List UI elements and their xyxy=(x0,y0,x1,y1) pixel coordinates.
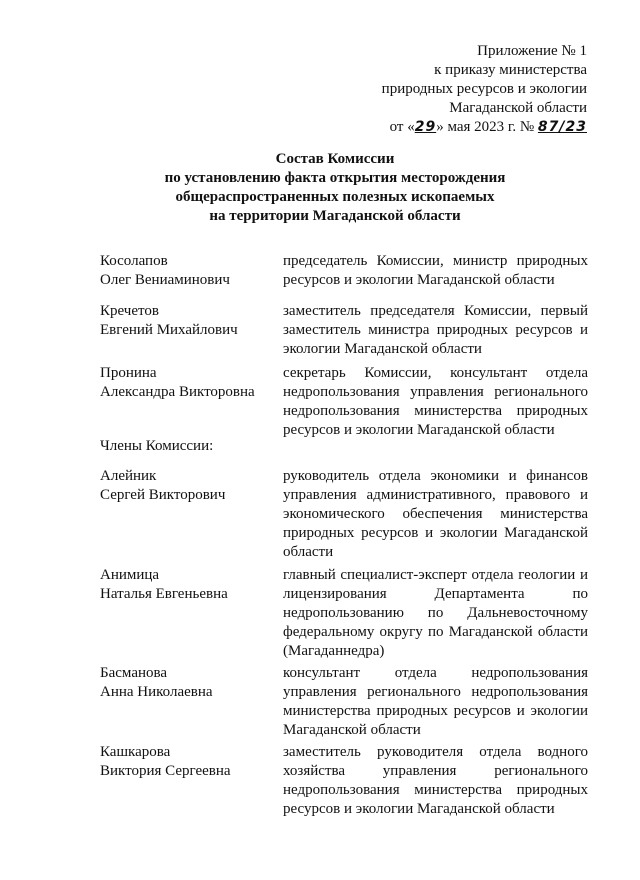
member-role: консультант отдела недропользования управления регионального недропользования министерства природных ресурсов и экологии Магаданской области xyxy=(283,665,588,738)
date-prefix: от « xyxy=(389,119,415,135)
member-given-name: Евгений Михайлович xyxy=(100,322,238,338)
appendix-region: Магаданской области xyxy=(449,100,587,116)
member-role: руководитель отдела экономики и финансов управления административного, правового и экономического обеспечения министерства природных ресурсов и экологии Магаданской области xyxy=(283,468,588,560)
member-given-name: Александра Викторовна xyxy=(100,384,255,400)
member-given-name: Виктория Сергеевна xyxy=(100,763,231,779)
member-name xyxy=(100,252,275,290)
appendix-ministry: природных ресурсов и экологии xyxy=(381,81,587,97)
document-title xyxy=(120,150,550,226)
member-name xyxy=(100,467,275,505)
title-line-4: на территории Магаданской области xyxy=(209,208,461,224)
member-name xyxy=(100,743,275,781)
order-number-handwritten: 87/23 xyxy=(537,119,587,135)
member-role: главный специалист-эксперт отдела геологии и лицензирования Департамента по недропользованию по Дальневосточному федеральному округу по Магаданской области (Магаданнедра) xyxy=(283,567,588,659)
title-line-1: Состав Комиссии xyxy=(275,151,395,167)
members-section-label: Члены Комиссии: xyxy=(100,438,214,454)
member-role: заместитель руководителя отдела водного хозяйства управления регионального недропользования министерства природных ресурсов и экологии Магаданской области xyxy=(283,744,588,817)
member-surname: Анимица xyxy=(100,567,160,583)
member-name xyxy=(100,302,275,340)
member-surname: Алейник xyxy=(100,468,157,484)
member-given-name: Олег Вениаминович xyxy=(100,272,230,288)
member-surname: Косолапов xyxy=(100,253,168,269)
member-given-name: Анна Николаевна xyxy=(100,684,213,700)
member-name xyxy=(100,566,275,604)
member-name xyxy=(100,664,275,702)
title-line-3: общераспространенных полезных ископаемых xyxy=(175,189,495,205)
date-day-handwritten: 29 xyxy=(414,119,437,135)
appendix-order-ref: к приказу министерства xyxy=(434,62,587,78)
member-surname: Кречетов xyxy=(100,303,159,319)
member-role: заместитель председателя Комиссии, первый заместитель министра природных ресурсов и экологии Магаданской области xyxy=(283,303,588,357)
member-role: председатель Комиссии, министр природных ресурсов и экологии Магаданской области xyxy=(283,253,588,288)
date-middle: » мая 2023 г. № xyxy=(436,119,535,135)
member-surname: Пронина xyxy=(100,365,157,381)
appendix-header xyxy=(327,42,587,137)
member-name xyxy=(100,364,275,402)
title-line-2: по установлению факта открытия месторождения xyxy=(164,170,506,186)
member-surname: Басманова xyxy=(100,665,168,681)
member-given-name: Сергей Викторович xyxy=(100,487,226,503)
member-surname: Кашкарова xyxy=(100,744,171,760)
member-given-name: Наталья Евгеньевна xyxy=(100,586,228,602)
member-role: секретарь Комиссии, консультант отдела недропользования управления регионального недропользования министерства природных ресурсов и экологии Магаданской области xyxy=(283,365,588,438)
appendix-number: Приложение № 1 xyxy=(477,43,587,59)
appendix-date xyxy=(327,118,587,137)
